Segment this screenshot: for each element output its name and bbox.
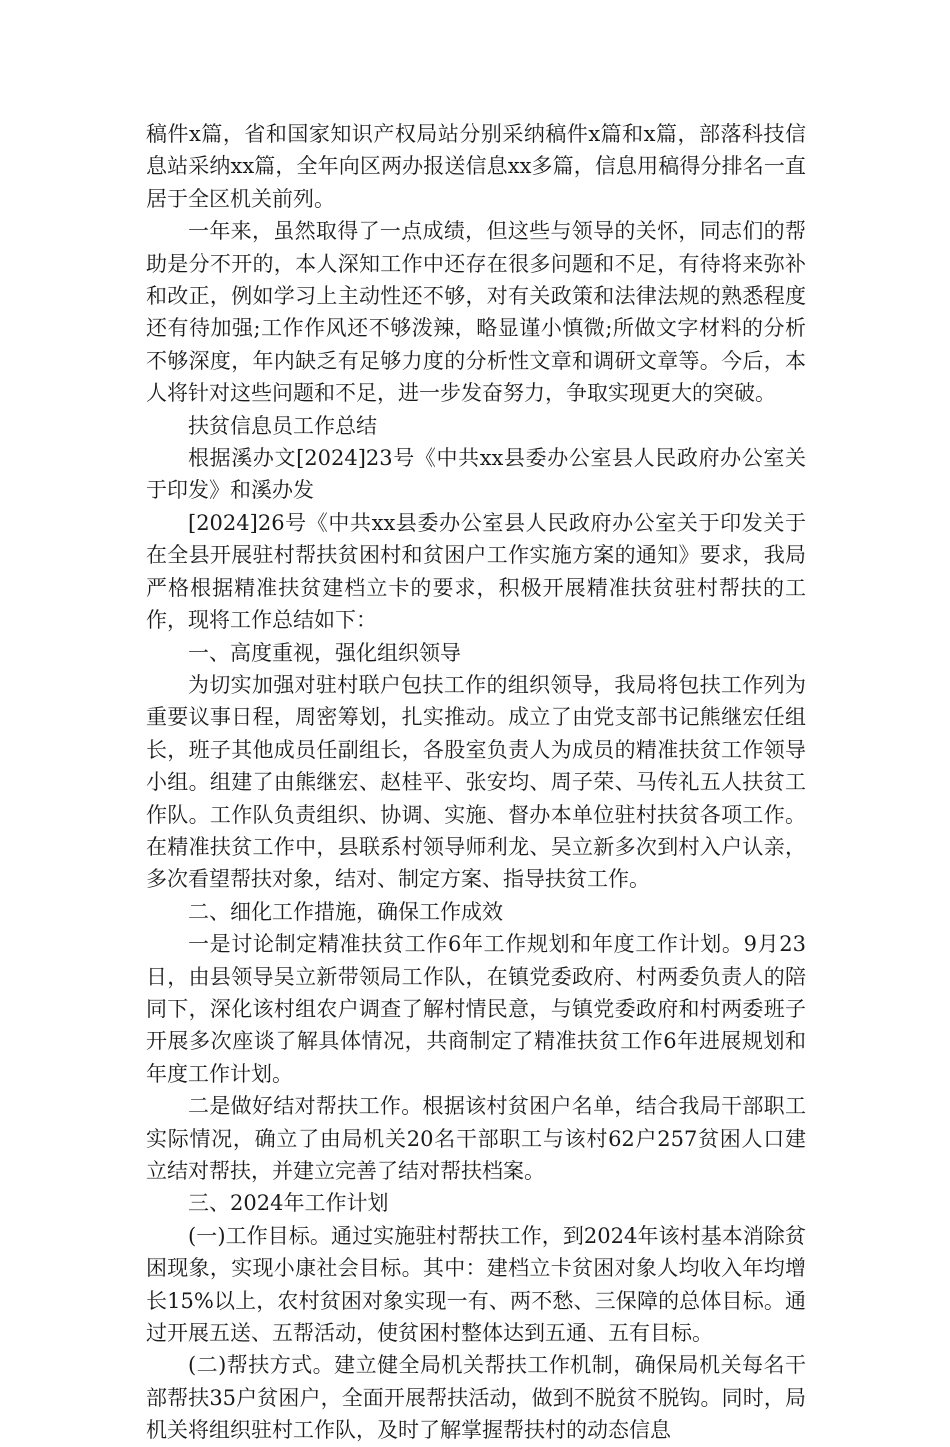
paragraph-4: [2024]26号《中共xx县委办公室县人民政府办公室关于印发关于在全县开展驻村帮扶贫困村和贫困户工作实施方案的通知》要求，我局严格根据精准扶贫建档立卡的要求，积极开展精准扶贫驻村帮扶的工作，现将工作总结如下： — [146, 510, 806, 633]
paragraph-1: 稿件x篇，省和国家知识产权局站分别采纳稿件x篇和x篇，部落科技信息站采纳xx篇，全年向区两办报送信息xx多篇，信息用稿得分排名一直居于全区机关前列。 — [146, 122, 806, 211]
document-body — [146, 118, 806, 1447]
paragraph-5: 为切实加强对驻村联户包扶工作的组织领导，我局将包扶工作列为重要议事日程，周密筹划，扎实推动。成立了由党支部书记熊继宏任组长，班子其他成员任副组长，各股室负责人为成员的精准扶贫工作领导小组。组建了由熊继宏、赵桂平、张安均、周子荣、马传礼五人扶贫工作队。工作队负责组织、协调、实施、督办本单位驻村扶贫各项工作。在精准扶贫工作中，县联系村领导师利龙、吴立新多次到村入户认亲，多次看望帮扶对象，结对、制定方案、指导扶贫工作。 — [146, 672, 806, 892]
paragraph-2: 一年来，虽然取得了一点成绩，但这些与领导的关怀，同志们的帮助是分不开的，本人深知工作中还存在很多问题和不足，有待将来弥补和改正，例如学习上主动性还不够，对有关政策和法律法规的熟悉程度还有待加强;工作作风还不够泼辣，略显谨小慎微;所做文字材料的分析不够深度，年内缺乏有足够力度的分析性文章和调研文章等。今后，本人将针对这些问题和不足，进一步发奋努力，争取实现更大的突破。 — [146, 219, 806, 406]
paragraph-8: (一)工作目标。通过实施驻村帮扶工作，到2024年该村基本消除贫困现象，实现小康社会目标。其中：建档立卡贫困对象人均收入年均增长15%以上，农村贫困对象实现一有、两不愁、三保障的总体目标。通过开展五送、五帮活动，使贫困村整体达到五通、五有目标。 — [146, 1223, 806, 1346]
paragraph-7: 二是做好结对帮扶工作。根据该村贫困户名单，结合我局干部职工实际情况，确立了由局机关20名干部职工与该村62户257贫困人口建立结对帮扶，并建立完善了结对帮扶档案。 — [146, 1094, 806, 1183]
section-title: 扶贫信息员工作总结 — [188, 413, 377, 438]
heading-2: 二、细化工作措施，确保工作成效 — [188, 899, 503, 924]
paragraph-6: 一是讨论制定精准扶贫工作6年工作规划和年度工作计划。9月23日，由县领导吴立新带领局工作队，在镇党委政府、村两委负责人的陪同下，深化该村组农户调查了解村情民意，与镇党委政府和村两委班子开展多次座谈了解具体情况，共商制定了精准扶贫工作6年进展规划和年度工作计划。 — [146, 932, 806, 1086]
paragraph-9: (二)帮扶方式。建立健全局机关帮扶工作机制，确保局机关每名干部帮扶35户贫困户，全面开展帮扶活动，做到不脱贫不脱钩。同时，局机关将组织驻村工作队，及时了解掌握帮扶村的动态信息 — [146, 1353, 806, 1443]
paragraph-3: 根据溪办文[2024]23号《中共xx县委办公室县人民政府办公室关于印发》和溪办发 — [146, 446, 806, 503]
heading-1: 一、高度重视，强化组织领导 — [188, 640, 461, 665]
heading-3: 三、2024年工作计划 — [188, 1191, 389, 1216]
